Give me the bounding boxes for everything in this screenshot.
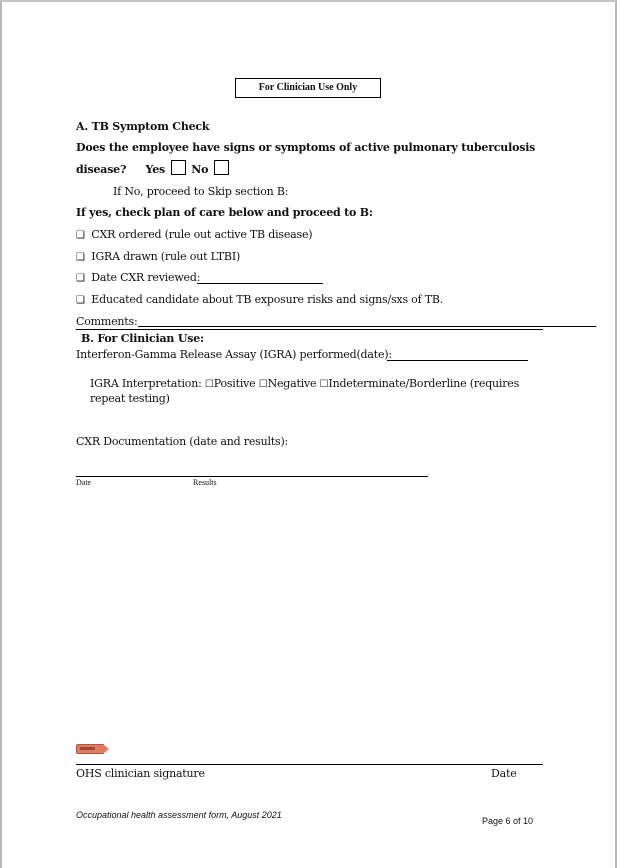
- section-b-heading: B. For Clinician Use:: [81, 332, 204, 345]
- footer-form-name: Occupational health assessment form, August 2021: [76, 810, 282, 820]
- disease-label: disease?: [76, 163, 127, 176]
- signature-label: OHS clinician signature: [76, 767, 205, 780]
- checklist-label: CXR ordered (rule out active TB disease): [91, 228, 313, 241]
- negative-checkbox[interactable]: ☐: [258, 379, 268, 390]
- igra-interp-label: IGRA Interpretation:: [90, 377, 202, 390]
- checklist-item-date-cxr[interactable]: [76, 271, 200, 284]
- checklist-label: Educated candidate about TB exposure risks and signs/sxs of TB.: [91, 293, 444, 306]
- no-label: No: [191, 163, 209, 176]
- no-checkbox[interactable]: [214, 160, 229, 175]
- igra-performed-label: Interferon-Gamma Release Assay (IGRA) performed(date):: [76, 348, 392, 361]
- checklist-item-educated[interactable]: [76, 293, 443, 306]
- checkbox-icon[interactable]: ❑: [76, 230, 85, 241]
- yes-checkbox[interactable]: [171, 160, 186, 175]
- igra-date-field[interactable]: [387, 360, 528, 361]
- checklist-item-cxr-ordered[interactable]: [76, 228, 312, 241]
- section-a-heading: A. TB Symptom Check: [76, 120, 210, 133]
- symptom-question: Does the employee have signs or symptoms of active pulmonary tuberculosis: [76, 141, 536, 154]
- date-cxr-reviewed-field[interactable]: [197, 283, 323, 284]
- sign-here-flag-icon[interactable]: [76, 744, 104, 754]
- positive-label: Positive: [213, 377, 256, 390]
- indeterminate-label: Indeterminate/Borderline (requires: [328, 377, 520, 390]
- clinician-only-box: For Clinician Use Only: [235, 78, 381, 98]
- comments-field[interactable]: [138, 326, 596, 327]
- if-yes-note: If yes, check plan of care below and proceed to B:: [76, 206, 373, 219]
- signature-date-label: Date: [491, 767, 517, 780]
- checkbox-icon[interactable]: ❑: [76, 273, 85, 284]
- section-divider: [76, 329, 543, 330]
- yes-label: Yes: [145, 163, 166, 176]
- checkbox-icon[interactable]: ❑: [76, 252, 85, 263]
- results-column-label: Results: [193, 478, 217, 487]
- footer-page-number: Page 6 of 10: [482, 816, 534, 826]
- cxr-documentation-label: CXR Documentation (date and results):: [76, 435, 289, 448]
- checklist-item-igra-drawn[interactable]: [76, 250, 240, 263]
- checklist-label: IGRA drawn (rule out LTBI): [91, 250, 241, 263]
- checklist-label: Date CXR reviewed:: [91, 271, 201, 284]
- if-no-note: If No, proceed to Skip section B:: [113, 185, 289, 198]
- symptom-answer-row: [76, 160, 231, 176]
- signature-line[interactable]: [76, 764, 543, 765]
- positive-checkbox[interactable]: ☐: [204, 379, 214, 390]
- igra-interp-continuation: repeat testing): [90, 392, 170, 405]
- date-column-label: Date: [76, 478, 92, 487]
- negative-label: Negative: [267, 377, 317, 390]
- comments-label: Comments:: [76, 315, 138, 328]
- checkbox-icon[interactable]: ❑: [76, 295, 85, 306]
- igra-interpretation-row: [90, 377, 519, 390]
- indeterminate-checkbox[interactable]: ☐: [319, 379, 329, 390]
- cxr-documentation-field[interactable]: [76, 476, 428, 477]
